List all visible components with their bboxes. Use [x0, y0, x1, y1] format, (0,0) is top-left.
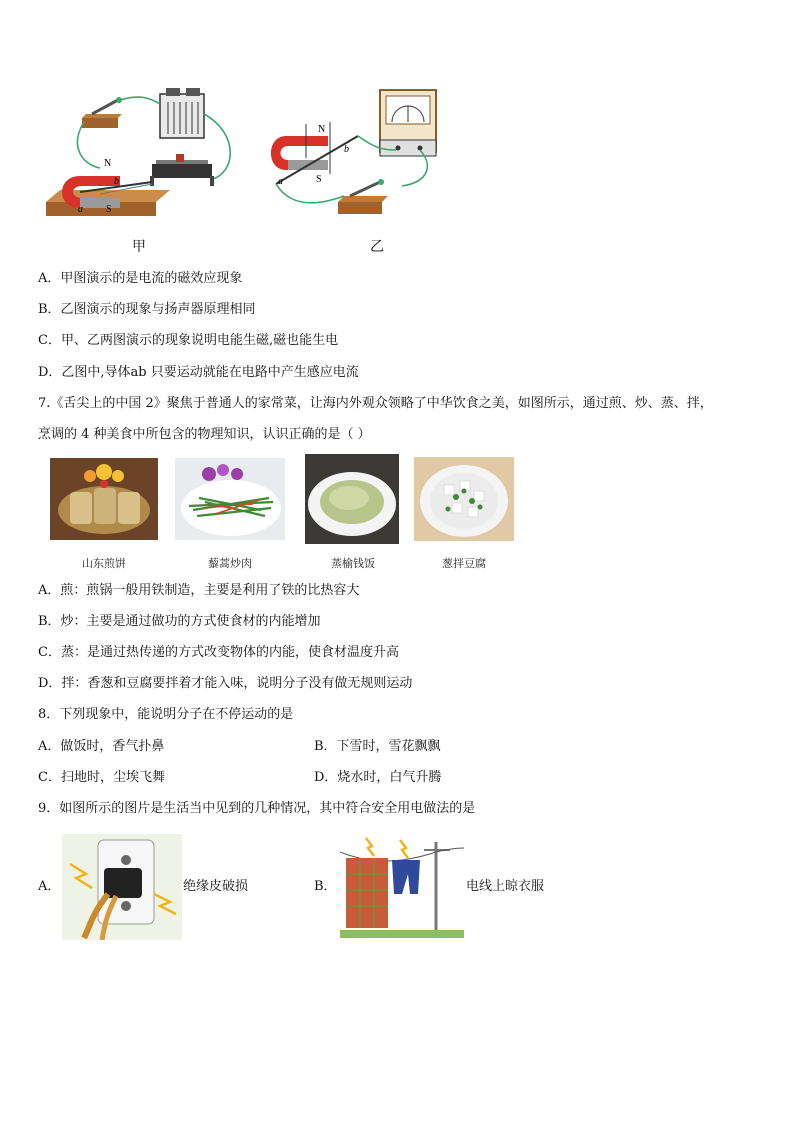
point-b-label: b: [114, 176, 119, 187]
q9-option-b-label: B．: [314, 879, 337, 894]
q7-option-c: C．蒸：是通过热传递的方式改变物体的内能，使食材温度升高: [38, 645, 399, 660]
galvanometer-icon: [380, 90, 436, 156]
q9-option-a-text: 绝缘皮破损: [183, 879, 249, 894]
q6-option-b: B．乙图演示的现象与扬声器原理相同: [38, 302, 256, 317]
figure-jia-caption: 甲: [132, 239, 146, 255]
pole-n-label: N: [104, 158, 112, 169]
food-caption-2: 藜蒿炒肉: [208, 557, 252, 570]
q9-option-b-text: 电线上晾衣服: [466, 879, 545, 894]
q8-option-d: D．烧水时，白气升腾: [314, 770, 442, 785]
food-caption-3: 蒸榆钱饭: [331, 557, 375, 570]
q7-stem-line1: 7.《舌尖上的中国 2》聚焦于普通人的家常菜，让海内外观众领略了中华饮食之美，如图所示，通过煎、炒、蒸、拌，: [38, 396, 713, 411]
q9-option-a-image: [62, 834, 182, 940]
q8-option-a: A．做饭时，香气扑鼻: [38, 739, 165, 754]
rheostat-icon: [150, 154, 214, 186]
q9-option-b-image: [340, 834, 464, 938]
food-photo-steamed-rice: [305, 454, 399, 544]
food-photo-stirfry: [175, 458, 285, 540]
food-caption-1: 山东煎饼: [82, 557, 126, 570]
food-photo-tofu: [414, 457, 514, 541]
q9-option-a-label: A．: [38, 879, 61, 894]
pole-s-label: S: [106, 204, 112, 215]
plaid-shirt-icon: [346, 858, 388, 928]
q9-stem: 9．如图所示的图片是生活当中见到的几种情况，其中符合安全用电做法的是: [38, 801, 476, 816]
point-a-label: a: [78, 204, 83, 215]
q6-option-a: A．甲图演示的是电流的磁效应现象: [38, 271, 243, 286]
q6-option-c: C．甲、乙两图演示的现象说明电能生磁,磁也能生电: [38, 333, 339, 348]
figure-yi-caption: 乙: [370, 239, 384, 255]
battery-icon: [160, 88, 204, 138]
q8-option-c: C．扫地时，尘埃飞舞: [38, 770, 165, 785]
switch-base: [338, 202, 382, 214]
q8-option-b: B．下雪时，雪花飘飘: [314, 739, 441, 754]
point-a-label: a: [278, 176, 283, 187]
figure-jia-apparatus: [40, 84, 240, 226]
q6-option-d: D．乙图中,导体ab 只要运动就能在电路中产生感应电流: [38, 365, 359, 380]
q8-stem: 8．下列现象中，能说明分子在不停运动的是: [38, 707, 294, 722]
q7-option-b: B．炒：主要是通过做功的方式使食材的内能增加: [38, 614, 321, 629]
food-caption-4: 葱拌豆腐: [442, 557, 486, 570]
figure-yi-apparatus: [262, 86, 442, 218]
pole-n-label: N: [318, 124, 326, 135]
point-b-label: b: [344, 144, 349, 155]
switch-base: [82, 118, 118, 128]
horseshoe-magnet-icon: [271, 136, 328, 170]
food-photo-jianbing: [50, 458, 158, 540]
q7-option-d: D．拌：香葱和豆腐要拌着才能入味，说明分子没有做无规则运动: [38, 676, 413, 691]
pole-s-label: S: [316, 174, 322, 185]
q7-stem-line2: 烹调的 4 种美食中所包含的物理知识，认识正确的是（ ）: [38, 427, 371, 442]
q7-option-a: A．煎：煎锅一般用铁制造，主要是利用了铁的比热容大: [38, 583, 360, 598]
